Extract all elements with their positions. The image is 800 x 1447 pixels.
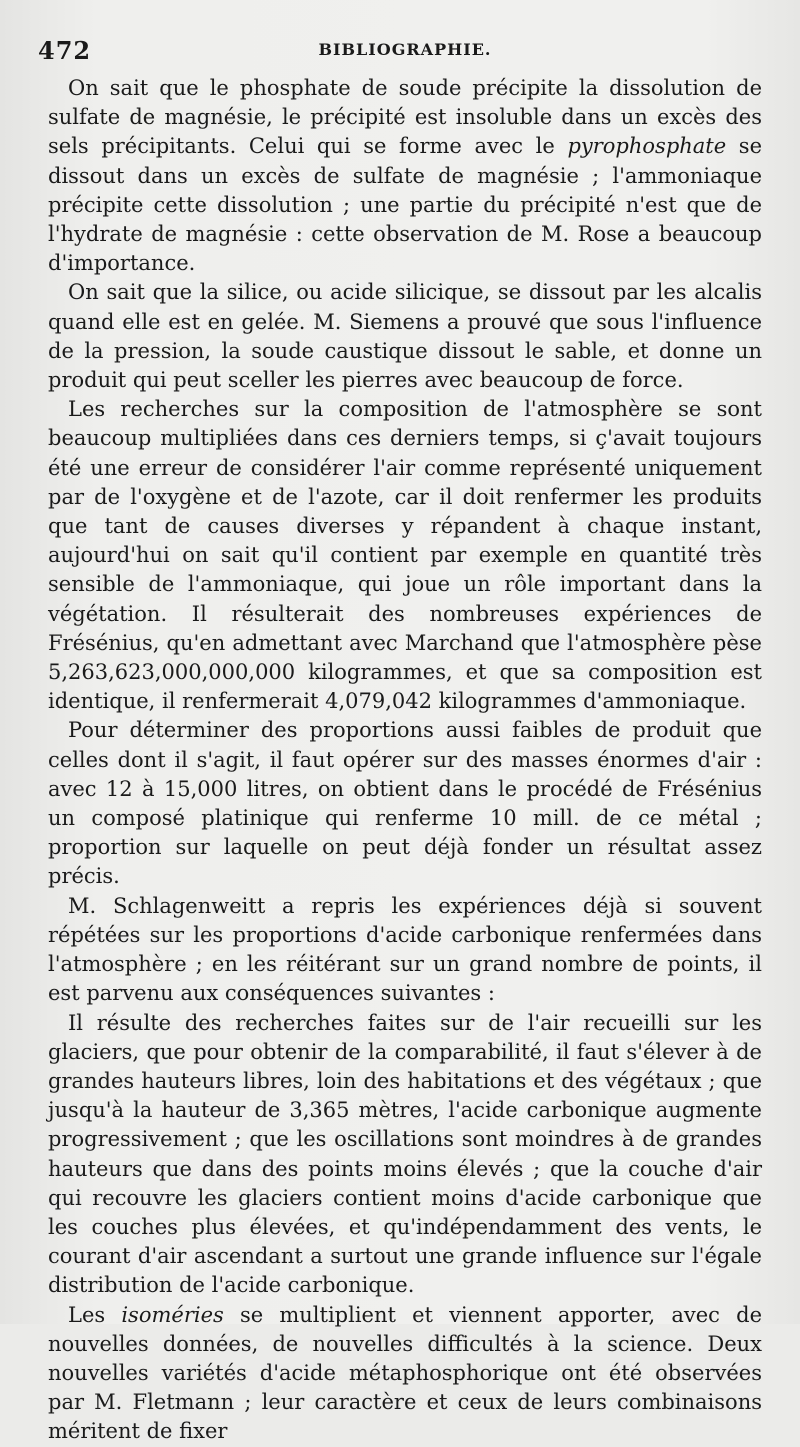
text-segment: Pour déterminer des proportions aussi faibles de produit que celles dont il s'agit, il faut opérer sur des masses énormes d'air : avec 12 à 15,000 litres, on obtient dans le procédé de Frésénius un composé platinique qui renferme 10 mill. de ce métal ; proportion sur laquelle on peut déjà fonder un résultat assez précis. bbox=[48, 718, 762, 889]
paragraph bbox=[48, 716, 762, 891]
text-segment: M. Schlagenweitt a repris les expériences déjà si souvent répétées sur les proportions d'acide carbonique renfermées dans l'atmosphère ; en les réitérant sur un grand nombre de points, il est parvenu aux conséquences suivantes : bbox=[48, 893, 762, 1006]
text-segment: Les recherches sur la composition de l'atmosphère se sont beaucoup multipliées dans ces derniers temps, si ç'avait toujours été une erreur de considérer l'air comme représenté uniquement par de l'oxygène et de l'azote, car il doit renfermer les produits que tant de causes diverses y répandent à chaque instant, aujourd'hui on sait qu'il contient par exemple en quantité très sensible de l'ammoniaque, qui joue un rôle important dans la végétation. Il résulterait des nombreuses expériences de Frésénius, qu'en admettant avec Marchand que l'atmosphère pèse 5,263,623,000,000,000 kilogrammes, et que sa composition est identique, il renfermerait 4,079,042 kilogrammes d'ammoniaque. bbox=[48, 397, 762, 714]
text-segment: se dissout dans un excès de sulfate de magnésie ; l'ammoniaque précipite cette dissolution ; une partie du précipité n'est que de l'hydrate de magnésie : cette observation de M. Rose a beaucoup d'importance. bbox=[48, 134, 762, 276]
running-title: BIBLIOGRAPHIE. bbox=[318, 40, 492, 59]
italic-text: isoméries bbox=[121, 1302, 224, 1327]
paragraph bbox=[48, 1301, 762, 1447]
text-segment: On sait que la silice, ou acide silicique, se dissout par les alcalis quand elle est en gelée. M. Siemens a prouvé que sous l'influence de la pression, la soude caustique dissout le sable, et donne un produit qui peut sceller les pierres avec beaucoup de force. bbox=[48, 280, 762, 393]
text-segment: se multiplient et viennent apporter, avec de nouvelles données, de nouvelles difficultés à la science. Deux nouvelles variétés d'acide métaphosphorique ont été observées par M. Fletmann ; leur caractère et ceux de leurs combinaisons méritent de fixer bbox=[48, 1302, 762, 1444]
body-text bbox=[48, 74, 762, 1447]
running-head bbox=[38, 36, 762, 65]
paragraph bbox=[48, 278, 762, 395]
italic-text: pyrophosphate bbox=[567, 134, 727, 159]
text-segment: On sait que le phosphate de soude précipite la dissolution de sulfate de magnésie, le précipité est insoluble dans un excès des sels précipitants. Celui qui se forme avec le bbox=[48, 76, 762, 159]
paragraph bbox=[48, 1009, 762, 1301]
paragraph bbox=[48, 395, 762, 716]
text-segment: Il résulte des recherches faites sur de l'air recueilli sur les glaciers, que pour obtenir de la comparabilité, il faut s'élever à de grandes hauteurs libres, loin des habitations et des végétaux ; que jusqu'à la hauteur de 3,365 mètres, l'acide carbonique augmente progressivement ; que les oscillations sont moindres à de grandes hauteurs que dans des points moins élevés ; que la couche d'air qui recouvre les glaciers contient moins d'acide carbonique que les couches plus élevées, et qu'indépendamment des vents, le courant d'air ascendant a surtout une grande influence sur l'égale distribution de l'acide carbonique. bbox=[48, 1010, 762, 1298]
page-number: 472 bbox=[38, 36, 92, 65]
paragraph bbox=[48, 892, 762, 1009]
text-segment: Les bbox=[68, 1302, 122, 1327]
paragraph bbox=[48, 74, 762, 278]
